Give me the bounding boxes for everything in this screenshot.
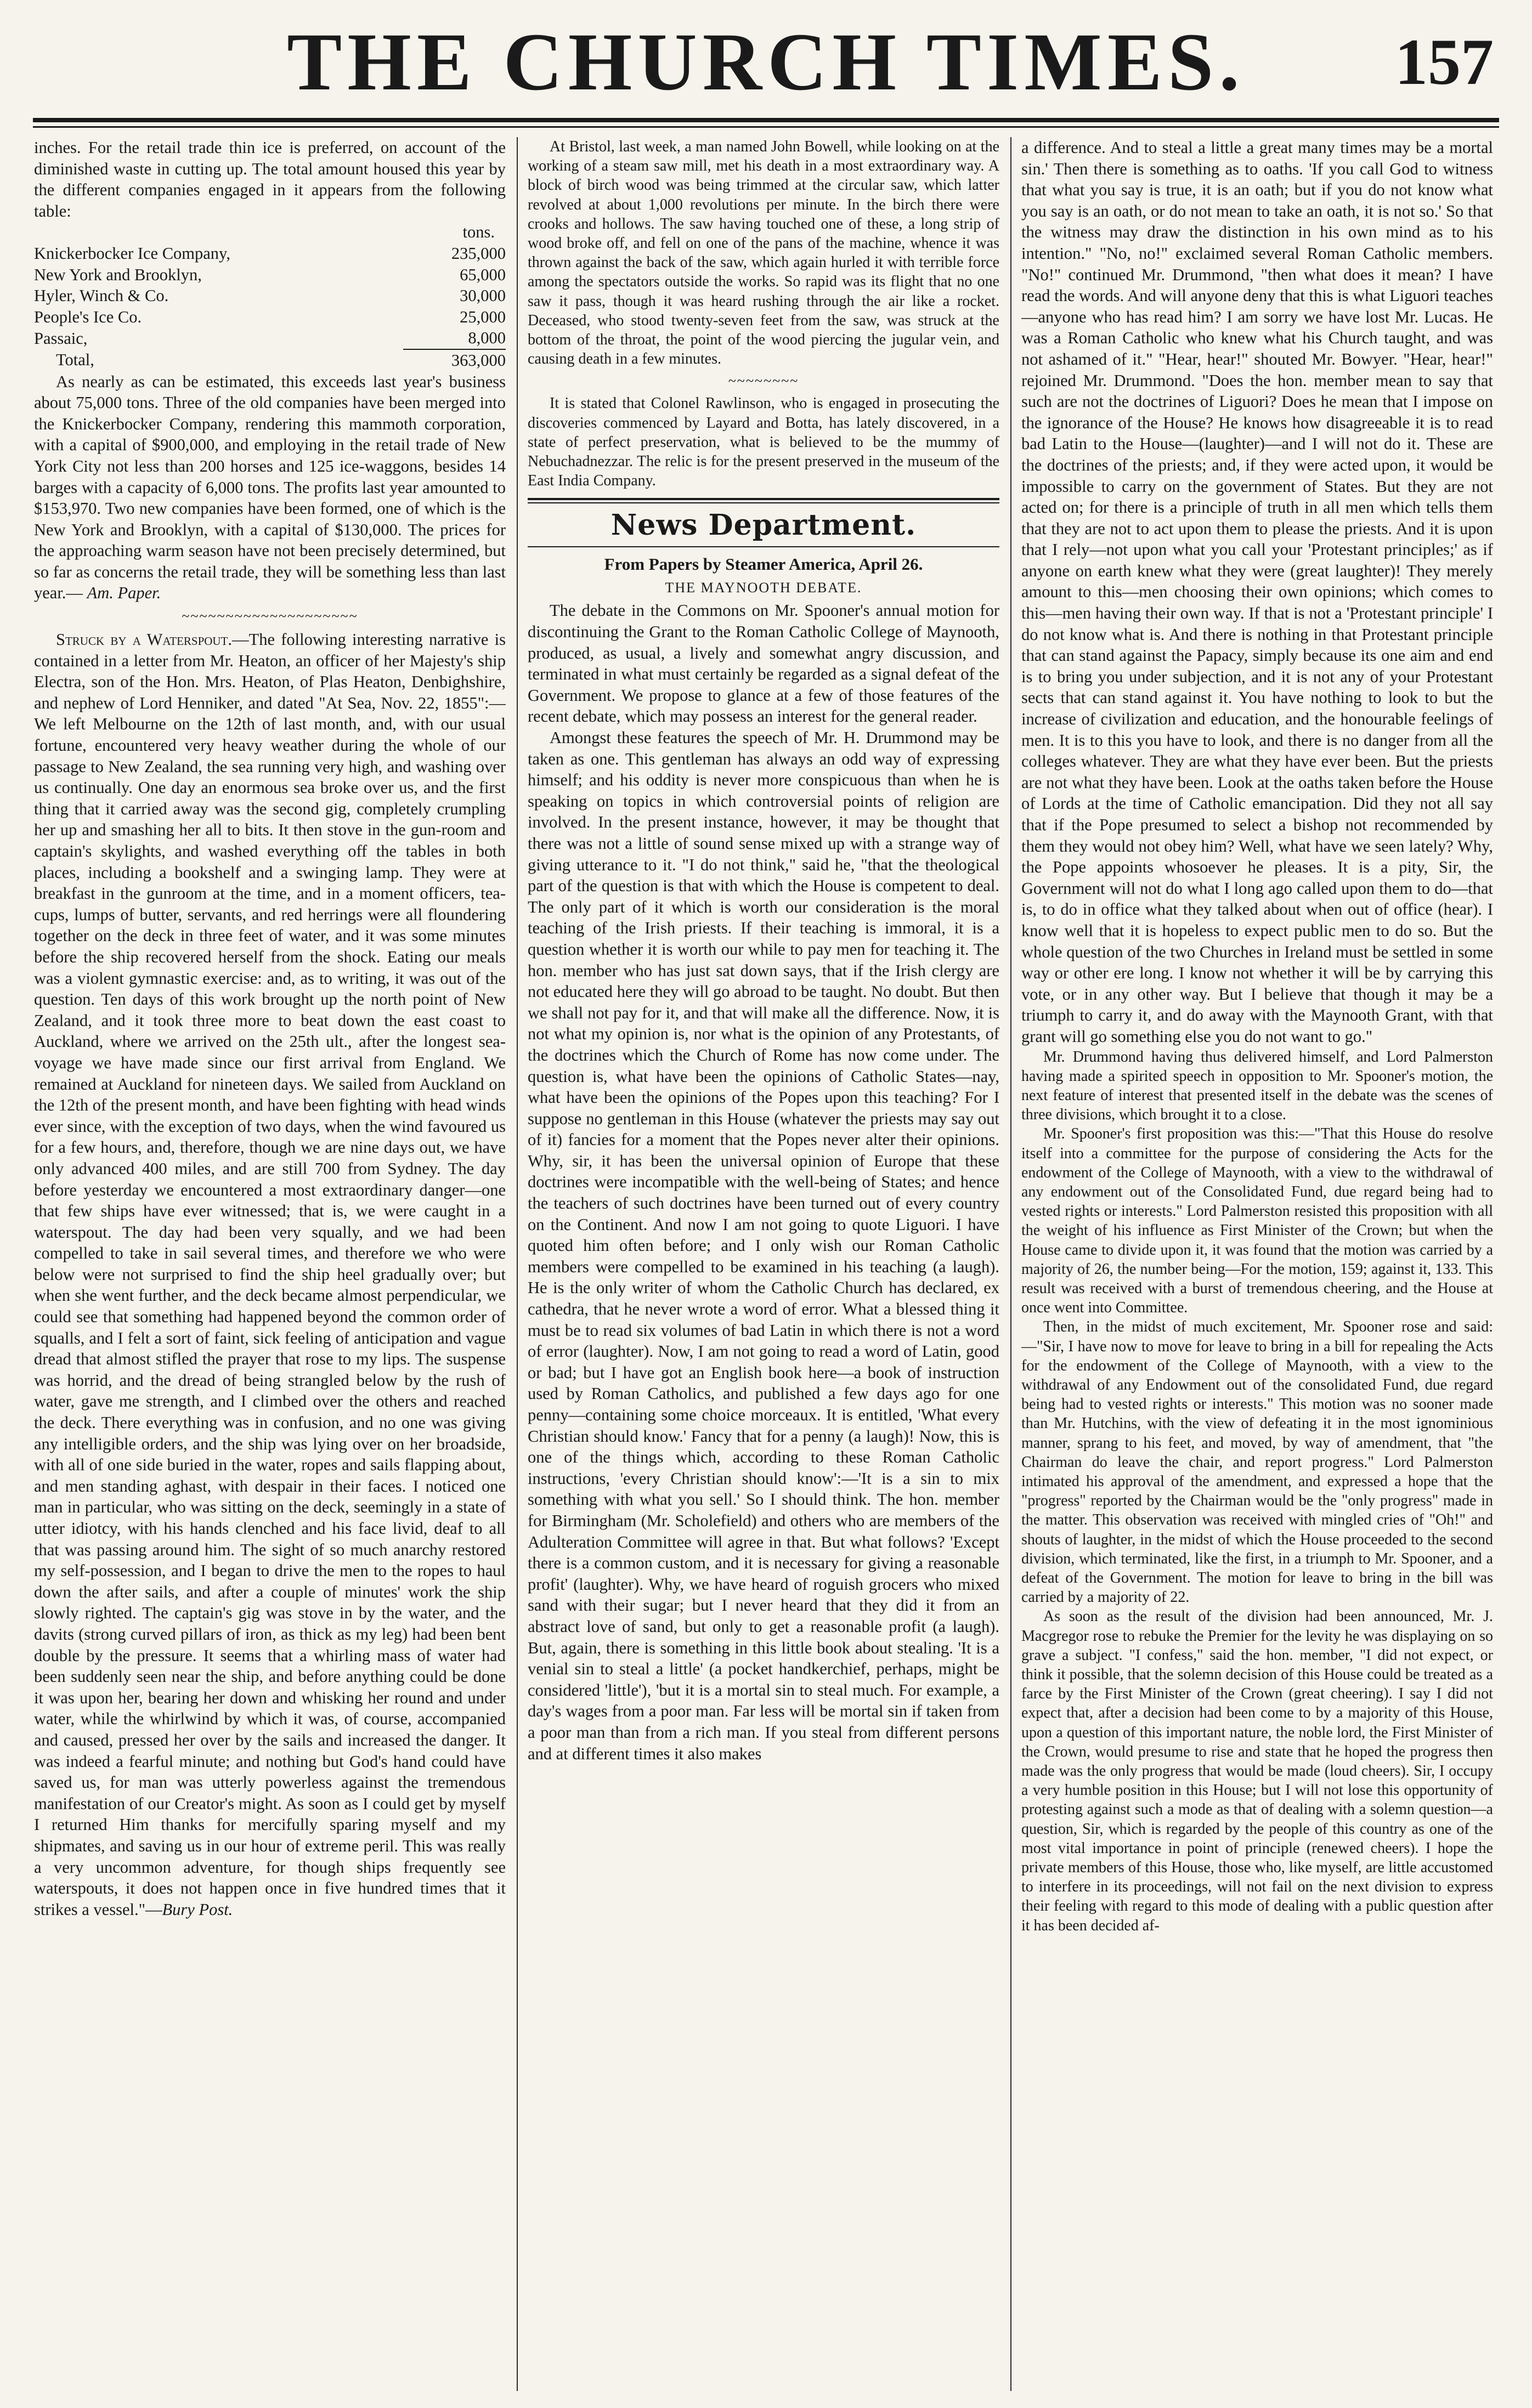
column-divider	[517, 137, 518, 2391]
newspaper-title: THE CHURCH TIMES.	[287, 16, 1245, 107]
department-rule	[528, 546, 999, 547]
macgregor-paragraph: As soon as the result of the division had been announced, Mr. J. Macgregor rose to rebuke the Premier for the levity he was displaying on so grave a subject. "I confess," said the hon. member, "I did not expect, or think it possible, that the solemn decision of this House could be treated as a farce by the First Minister of the Crown (great cheering). I say I did not expect that, after a decision had been come to by a majority of this House, upon a question of this important nature, the noble lord, the First Minister of the Crown, would presume to rise and state that he hoped the progress then made was the only progress that would be made (loud cheers). Sir, I occupy a very humble position in this House; but I will not lose this opportunity of protesting against such a mode as that of dealing with a solemn question—a question, Sir, which is regarded by the people of this country as one of the most vital importance in point of principle (renewed cheers). I hope the private members of this House, those who, like myself, are little accustomed to interfere in its proceedings, will not fail on the next division to express their feeling with regard to this mode of dealing with a public question after it has been decided af-	[1021, 1608, 1493, 1934]
maynooth-paragraph: The debate in the Commons on Mr. Spooner's annual motion for discontinuing the Grant to the Roman Catholic College of Maynooth, produced, as usual, a lively and somewhat angry discussion, and terminated in what must certainly be regarded as a signal defeat of the Government. We propose to glance at a few of those features of the recent debate, which may possess an interest for the general reader.	[528, 601, 999, 726]
drummond-speech-continued: a difference. And to steal a little a great many times may be a mortal sin.' Then there is something as to oaths. 'If you call God to witness that what you say is true, it is an oath; but if you do not know what you say is an oath, or do not mean to take an oath, it is not so.' So that the witness may draw the distinction in his own mind as to his intention." "No, no!" exclaimed several Roman Catholic members. "No!" continued Mr. Drummond, "then what does it mean? I have read the words. And will anyone deny that this is what Liguori teaches—anyone who has read him? I am sorry we have lost Mr. Lucas. He was a Roman Catholic who knew what his Church taught, and was not ashamed of it." "Hear, hear!" shouted Mr. Bowyer. "Hear, hear!" rejoined Mr. Drummond. "Does the hon. member mean to say that such are not the doctrines of Liguori? Does he mean that I impose on the ignorance of the House? He knows how disagreeable it is to read bad Latin to the House—(laughter)—and I will not do it. These are the doctrines of the priests; and, if they were acted upon, it would be impossible to carry on the government of States. But they are not acted on; for there is a principle of truth in all men which tells them that they are not to act upon them to please the priests. And it is upon that I rely—not upon what you call your 'Protestant principles;' as if anyone on earth knew what they were (great laughter)! They merely amount to this—men choosing their own opinions; which comes to this—men having their own way. If that is not a 'Protestant principle' I do not know what is. And there is nothing in that Protestant principle that can stand against the Papacy, simply because its one aim and end is to bring you under subjection, and it is not any of your Protestant sects that can stand against it. You have nothing to look to but the increase of civilization and education, and the honourable feelings of men. It is to this you have to look, and there is no danger from all the colleges whatever. They are what they have ever been. But the priests are not what they have been. Look at the oaths taken before the House of Lords at the time of Catholic emancipation. Did they not all say that if the Pope presumed to select a bishop not recommended by them they would not obey him? Well, what have we seen lately? Why, the Pope appoints whosoever he pleases. It is a pity, Sir, the Government will not do what I long ago called upon them to do—that is, to do in office what they talked about when out of office (hear). I know well that it is hopeless to expect public men to do so. But the whole question of the two Churches in Ireland must be settled in some way or other ere long. I know not whether it will be by carrying this vote, or in any other way. But I believe that though it may be a triumph to carry it, and do away with the Maynooth Grant, with that grant will go something else you do not want to go."	[1021, 138, 1493, 1046]
company-name: Hyler, Winch & Co.	[34, 286, 169, 305]
column-divider	[1010, 137, 1011, 2391]
company-name: Knickerbocker Ice Company,	[34, 243, 230, 263]
total-label: Total,	[56, 350, 94, 370]
company-tons: 25,000	[460, 307, 506, 326]
column-1	[34, 137, 506, 2391]
source-credit: Am. Paper.	[87, 583, 161, 603]
article-heading: Struck by a Waterspout.	[56, 630, 233, 649]
department-rule	[528, 498, 999, 503]
company-tons: 235,000	[451, 243, 506, 263]
total-value: 363,000	[403, 349, 506, 371]
ice-table-row	[34, 285, 506, 307]
palmerston-paragraph: Mr. Drummond having thus delivered himself, and Lord Palmerston having made a spirited speech in opposition to Mr. Spooner's motion, the next feature of interest that presented itself in the debate was the scenes of three divisions, which brought it to a close.	[1021, 1048, 1493, 1124]
tons-header: tons.	[462, 223, 495, 242]
ice-intro: inches. For the retail trade thin ice is preferred, on account of the diminished waste in cutting up. The total amount housed this year by the different companies engaged in it appears from the following table:	[34, 138, 506, 220]
ice-table-row	[34, 243, 506, 264]
waterspout-paragraph: Struck by a Waterspout.—The following interesting narrative is contained in a letter from Mr. Heaton, an officer of her Majesty's ship Electra, son of the Hon. Mrs. Heaton, of Plas Heaton, Denbighshire, and nephew of Lord Henniker, and dated "At Sea, Nov. 22, 1855":— We left Melbourne on the 12th of last month, and, with our usual fortune, encountered very heavy weather during the whole of our passage to New Zealand, the sea running very high, and washing over us continually. One day an enormous sea broke over us, and the first thing that it carried away was the second gig, completely crumpling her up and smashing her all to bits. It then stove in the gun-room and captain's skylights, and washed everything off the tables in both places, including a bookshelf and a swinging lamp. They were at breakfast in the gunroom at the time, and in a moment officers, tea-cups, lumps of butter, servants, and red herrings were all floundering together on the deck in three feet of water, and it was some minutes before the ship recovered herself from the shock. Eating our meals was a violent gymnastic exercise: and, as to writing, it was out of the question. Ten days of this work brought up the north point of New Zealand, and it took three more to beat down the east coast to Auckland, where we arrived on the 25th ult., after the longest sea-voyage we have made since our first arrival from England. We remained at Auckland for nineteen days. We sailed from Auckland on the 12th of the present month, and have been fighting with head winds ever since, with the exception of two days, when the wind favoured us for a few hours, and, therefore, though we are nine days out, we have only advanced 400 miles, and are still 700 from Sydney. The day before yesterday we encountered a most extraordinary danger—one that few ships have ever witnessed; that is, we were caught in a waterspout. The day had been very squally, and we had been compelled to take in sail several times, and therefore we who were below were not surprised to find the ship heel gradually over; but when she went further, and the deck became almost perpendicular, we could see that something had happened beyond the common order of squalls, and I felt a sort of faint, sick feeling of anticipation and vague dread that almost stifled the prayer that rose to my lips. The suspense was horrid, and the dread of being strangled below by the rush of water, gave me strength, and I climbed over the others and reached the deck. There everything was in confusion, and no one was giving any intelligible orders, and the ship was lying over on her broadside, with all of one side buried in the water, ropes and sails flapping about, and men standing aghast, with despair in their faces. I noticed one man in particular, who was sitting on the deck, seemingly in a state of utter idiotcy, with his hands clenched and his face livid, deaf to all that was passing around him. The sight of so much anarchy restored my self-possession, and I began to drive the men to the ropes to haul down the after sails, and after a couple of minutes' work the ship slowly righted. The captain's gig was stove in by the water, and the davits (strong curved pillars of iron, as thick as my leg) had been bent double by the pressure. It seems that a whirling mass of water had been suddenly seen near the ship, and before anything could be done it was upon her, bearing her down and whisking her round and under water, while the whirlwind by which it was, of course, accompanied and caused, pressed her over by the sails and increased the danger. It was indeed a fearful minute; and nothing but God's hand could have saved us, for man was utterly powerless against the tremendous manifestation of our Creator's might. As soon as I could get by myself I returned Him thanks for mercifully sparing myself and my shipmates, and saving us in our hour of extreme peril. This was really a very uncommon adventure, for though ships frequently see waterspouts, it does not happen once in five hundred times that it strikes a vessel."—Bury Post.	[34, 630, 506, 1919]
ice-paragraph: As nearly as can be estimated, this exceeds last year's business about 75,000 tons. Three of the old companies have been merged into the Knickerbocker Company, rendering this mammoth corporation, with a capital of $900,000, and employing in the retail trade of New York City not less than 200 horses and 125 ice-waggons, besides 14 barges with a capacity of 6,000 tons. The profits last year amounted to $153,970. Two new companies have been formed, one of which is the New York and Brooklyn, with a capital of $130,000. The prices for the approaching warm season have not been precisely determined, but so far as concerns the retail trade, they will be something less than last year.— Am. Paper.	[34, 372, 506, 603]
company-name: People's Ice Co.	[34, 307, 142, 326]
committee-paragraph: Then, in the midst of much excitement, Mr. Spooner rose and said:—"Sir, I have now to move for leave to bring in a bill for repealing the Acts for the endowment of the College of Maynooth, with a view to the withdrawal of any Endowment out of the consolidated Fund, due regard being had to vested rights or interests." This motion was no sooner made than Mr. Hutchins, with the view of defeating it in the most ignominious manner, sprang to his feet, and moved, by way of amendment, that "the Chairman do leave the chair, and report progress." Lord Palmerston intimated his approval of the amendment, and expressed a hope that the "progress" reported by the Chairman would be the "only progress" made in the matter. This observation was received with mingled cries of "Oh!" and shouts of laughter, in the midst of which the House proceeded to the second division, which terminated, like the first, in a triumph to Mr. Spooner, and a defeat of the Government. The motion for leave to bring in the bill was carried by a majority of 22.	[1021, 1318, 1493, 1606]
company-tons: 65,000	[460, 265, 506, 284]
ice-table	[34, 243, 506, 371]
masthead	[33, 4, 1499, 120]
ice-table-row	[34, 264, 506, 286]
ice-table-row	[34, 307, 506, 328]
department-heading: News Department.	[610, 508, 917, 542]
dispatch-line: From Papers by Steamer America, April 26.	[604, 554, 923, 574]
article-subheading: THE MAYNOOTH DEBATE.	[665, 580, 862, 596]
column-2	[528, 137, 999, 2391]
bristol-paragraph: At Bristol, last week, a man named John Bowell, while looking on at the working of a steam saw mill, met his death in a most extraordinary way. A block of birch wood was being trimmed at the circular saw, which latter revolved at about 1,000 revolutions per minute. In the birch there were crooks and hollows. The saw having touched one of these, a long strip of wood broke off, and fell on one of the pans of the machine, whence it was thrown against the back of the saw, which again hurled it with terrible force among the spectators outside the works. So rapid was its flight that no one saw it pass, though it was heard rushing through the air like a rocket. Deceased, who stood twenty-seven feet from the saw, was struck at the bottom of the throat, the point of the wood piercing the jugular vein, and causing death in a few minutes.	[528, 138, 999, 368]
company-name: Passaic,	[34, 328, 88, 348]
masthead-rule-thick	[33, 118, 1499, 122]
masthead-rule-thin	[33, 126, 1499, 128]
source-credit: Bury Post.	[162, 1900, 233, 1919]
page-number: 157	[1395, 25, 1494, 98]
maynooth-paragraph: Amongst these features the speech of Mr. H. Drummond may be taken as one. This gentleman has always an odd way of expressing himself; and his oddity is never more conspicuous than when he is speaking on topics in which controversial points of religion are involved. In the present instance, however, it may be thought that there was not a little of sound sense mixed up with a strange way of giving utterance to it. "I do not think," said he, "that the theological part of the question is that with which the House is competent to deal. The only part of it which is worth our consideration is the moral teaching of the Irish priests. If their teaching is immoral, it is a question whether it is worth our while to pay men for teaching it. The hon. member who has just sat down says, that if the Irish clergy are not educated here they will go abroad to be taught. No doubt. But then we shall not pay for it, and that will make all the difference. Now, it is not what my opinion is, nor what is the opinion of any Protestants, of the doctrines which the Church of Rome has now come under. The question is, what have been the opinions of Catholic States—nay, what have been the opinions of the Popes upon this teaching? For I suppose no gentleman in this House (whatever the priests may say out of it) fancies for a moment that the Popes never alter their opinions. Why, sir, it has been the universal opinion of Europe that these doctrines were incompatible with the well-being of States; and hence the teachers of such doctrines have been turned out of every country on the Continent. And now I am not going to quote Liguori. I have quoted him often before; and I only wish our Roman Catholic members were compelled to be examined in his teaching (a laugh). He is the only writer of whom the Catholic Church has declared, ex cathedra, that he never wrote a word of error. What a blessed thing it must be to read six volumes of bad Latin in which there is not a word of error (laughter). Now, I am not going to read a word of Latin, good or bad; but I have got an English book here—a book of instruction used by Roman Catholics, and published a few days ago for one penny—containing some choice morceaux. It is entitled, 'What every Christian should know.' Fancy that for a penny (a laugh)! Now, this is one of the things which, according to these Roman Catholic instructions, 'every Christian should know':—'It is a sin to mix something with what you sell.' So I should think. The hon. member for Birmingham (Mr. Scholefield) and others who are members of the Adulteration Committee will agree in that. But what follows? 'Except there is a common custom, and it is necessary for giving a reasonable profit' (laughter). Why, we have heard of roguish grocers who mixed sand with their sugar; but I never heard that they did it from an abstract love of sand, but only to get a reasonable profit (a laugh). But, again, there is something in this little book about stealing. 'It is a venial sin to steal a little' (a pocket handkerchief, perhaps, might be considered 'little'), 'but it is a mortal sin to steal much. For example, a day's wages from a poor man. Far less will be mortal sin if taken from a poor man than from a rich man. If you steal from different persons and at different times it also makes	[528, 728, 999, 1763]
rawlinson-paragraph: It is stated that Colonel Rawlinson, who is engaged in prosecuting the discoveries commenced by Layard and Botta, has lately discovered, in a state of perfect preservation, what is believed to be the mummy of Nebuchadnezzar. The relic is for the present preserved in the museum of the East India Company.	[528, 395, 999, 490]
column-3	[1021, 137, 1493, 2391]
ice-table-row	[34, 327, 506, 349]
company-tons: 8,000	[468, 328, 506, 348]
ice-total-row	[34, 349, 506, 371]
company-tons: 30,000	[460, 286, 506, 305]
company-name: New York and Brooklyn,	[34, 265, 202, 284]
article-separator: ~~~~~~~~	[728, 373, 799, 389]
motion-paragraph: Mr. Spooner's first proposition was this:—"That this House do resolve itself into a committee for the purpose of considering the Acts for the endowment of the College of Maynooth, with a view to the withdrawal of any endowment out of the Consolidated Fund, due regard being had to vested rights or interests." Lord Palmerston resisted this proposition with all the weight of his influence as First Minister of the Crown; but when the House came to divide upon it, it was found that the motion was carried by a majority of 26, the number being—For the motion, 159; against it, 133. This result was received with a burst of tremendous cheering, and the House at once went into Committee.	[1021, 1125, 1493, 1317]
article-separator: ~~~~~~~~~~~~~~~~~~~~	[182, 608, 358, 625]
